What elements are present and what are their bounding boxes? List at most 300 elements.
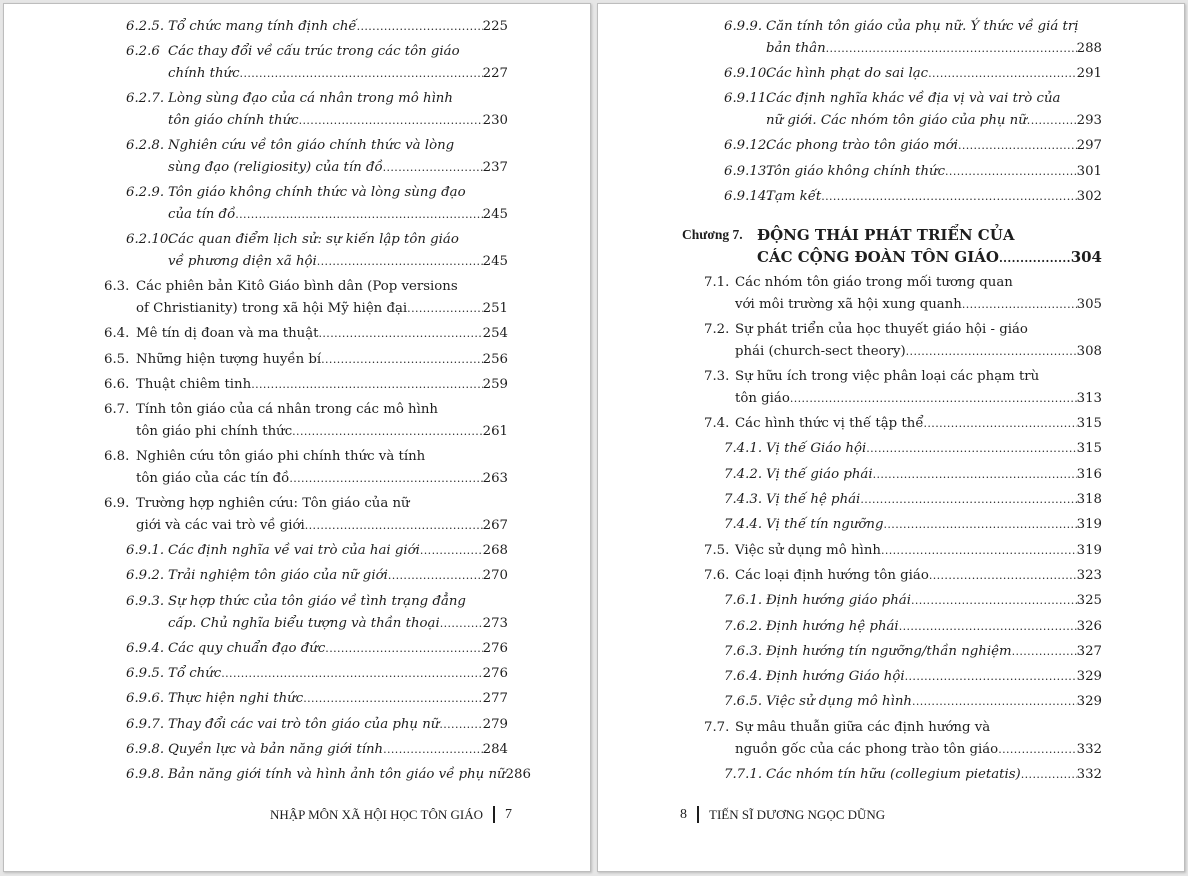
title-last-line (136, 374, 508, 396)
section-title (168, 688, 508, 713)
page-number: 301 (1076, 163, 1102, 179)
section-title (168, 540, 508, 565)
title-line: bản thân (766, 41, 826, 56)
title-line: Định hướng hệ phái (766, 618, 899, 634)
section-title (766, 590, 1102, 615)
title-last-line (168, 688, 508, 710)
dot-leader (962, 294, 1077, 316)
page-number: 313 (1076, 391, 1102, 407)
page-number: 286 (505, 767, 531, 783)
title-line: tôn giáo của các tín đồ (136, 471, 290, 487)
title-last-line (168, 251, 508, 273)
page-number: 318 (1076, 492, 1102, 508)
section-number: 7.6.5. (724, 694, 763, 710)
title-last-line (136, 323, 508, 345)
chapter-page-number: 304 (1070, 248, 1102, 267)
section-title (168, 88, 508, 135)
title-last-line (136, 515, 508, 537)
section-title (735, 413, 1102, 438)
toc-entry (682, 438, 1102, 463)
toc-entry (682, 641, 1102, 666)
toc-entry (682, 63, 1102, 88)
title-last-line (766, 514, 1102, 536)
title-last-line (735, 565, 1102, 587)
toc-entry (682, 666, 1102, 691)
dot-leader (826, 38, 1077, 60)
dot-leader (945, 161, 1077, 183)
dot-leader (407, 298, 482, 320)
toc-entry (682, 135, 1102, 160)
dot-leader (998, 739, 1076, 761)
toc-entry (104, 229, 508, 276)
dot-leader (881, 540, 1077, 562)
toc-entry (104, 493, 508, 540)
toc-entry (104, 276, 508, 323)
left-page-number: 7 (505, 806, 512, 822)
right-page-footer (680, 806, 885, 823)
toc-entry (682, 764, 1102, 789)
page-number: 267 (482, 518, 508, 534)
dot-leader (439, 714, 482, 736)
toc-entry (104, 135, 508, 182)
dot-leader (317, 251, 483, 273)
section-number: 6.9.2. (126, 568, 165, 584)
section-title (766, 464, 1102, 489)
section-title (766, 514, 1102, 539)
section-number: 6.2.6 (126, 44, 160, 60)
title-line: Việc sử dụng mô hình (766, 694, 912, 710)
title-last-line (766, 616, 1102, 638)
title-line: Vị thế giáo phái (766, 466, 873, 482)
title-last-line (735, 388, 1102, 410)
page-number: 276 (482, 666, 508, 682)
dot-leader (240, 63, 483, 85)
dot-leader (912, 691, 1077, 713)
title-last-line (136, 349, 508, 371)
dot-leader (383, 157, 483, 179)
title-last-line (168, 638, 508, 660)
title-line: Sự hữu ích trong việc phân loại các phạm trù (735, 369, 1040, 385)
dot-leader (319, 323, 483, 345)
title-line: phái (church-sect theory) (735, 344, 906, 360)
dot-leader (420, 540, 483, 562)
toc-entry (104, 739, 508, 764)
section-title (168, 135, 508, 182)
section-number: 7.6.3. (724, 643, 763, 659)
section-number: 6.8. (104, 449, 130, 465)
title-line: Các phong trào tôn giáo mới (766, 138, 958, 154)
title-line: Bản năng giới tính và hình ảnh tôn giáo về phụ nữ (168, 767, 506, 783)
toc-entry (104, 374, 508, 399)
dot-leader (906, 341, 1077, 363)
title-line: Các quy chuẩn đạo đức (168, 640, 326, 656)
title-line: Các nhóm tôn giáo trong mối tương quan (735, 275, 1013, 291)
section-number: 7.4.3. (724, 492, 763, 508)
title-line: Việc sử dụng mô hình (735, 542, 881, 558)
page-number: 276 (482, 640, 508, 656)
title-last-line (136, 421, 508, 443)
title-line: Mê tín dị đoan và ma thuật (136, 326, 319, 342)
title-line: Tôn giáo không chính thức và lòng sùng đạo (168, 185, 466, 201)
title-line: Quyền lực và bản năng giới tính (168, 741, 384, 757)
toc-entry (682, 540, 1102, 565)
section-number: 6.2.8. (126, 138, 165, 154)
section-title (168, 638, 508, 663)
dot-leader (924, 413, 1077, 435)
page-number: 315 (1076, 416, 1102, 432)
title-line: Trường hợp nghiên cứu: Tôn giáo của nữ (136, 496, 410, 512)
title-last-line (136, 468, 508, 490)
section-title (735, 540, 1102, 565)
title-last-line (168, 63, 508, 85)
title-line: Các loại định hướng tôn giáo (735, 567, 929, 583)
toc-entry (104, 399, 508, 446)
title-line: tôn giáo chính thức (168, 113, 299, 129)
section-number: 7.4.4. (724, 517, 763, 533)
page-number: 261 (482, 424, 508, 440)
title-line: Sự hợp thức của tôn giáo về tình trạng đẳng (168, 593, 466, 609)
section-title (168, 739, 508, 764)
dot-leader (383, 739, 483, 761)
title-last-line (766, 186, 1102, 208)
dot-leader (1027, 110, 1077, 132)
section-number: 6.2.9. (126, 185, 165, 201)
title-line: cấp. Chủ nghĩa biểu tượng và thần thoại (168, 615, 440, 631)
title-last-line (735, 413, 1102, 435)
author-name: TIẾN SĨ DƯƠNG NGỌC DŨNG (709, 806, 886, 822)
chapter-title-line: CÁC CỘNG ĐOÀN TÔN GIÁO (757, 248, 999, 267)
dot-leader (357, 16, 483, 38)
page-number: 332 (1076, 766, 1102, 782)
section-number: 6.7. (104, 402, 130, 418)
dot-leader (321, 349, 482, 371)
section-number: 6.9.8. (126, 741, 165, 757)
dot-leader (388, 565, 483, 587)
section-number: 7.6.2. (724, 618, 763, 634)
title-last-line (766, 464, 1102, 486)
dot-leader (928, 63, 1076, 85)
title-last-line (766, 161, 1102, 183)
page-number: 225 (482, 19, 508, 34)
title-last-line (766, 38, 1102, 60)
title-line: Vị thế Giáo hội (766, 441, 867, 457)
toc-entry (682, 616, 1102, 641)
dot-leader (289, 468, 482, 490)
title-line: Định hướng giáo phái (766, 593, 911, 609)
section-title (136, 399, 508, 446)
section-title (735, 272, 1102, 319)
toc-entry (104, 540, 508, 565)
title-line: Tính tôn giáo của cá nhân trong các mô hình (136, 402, 438, 418)
section-title (136, 493, 508, 540)
toc-entry (682, 413, 1102, 438)
title-last-line (766, 641, 1102, 663)
toc-entry (682, 272, 1102, 319)
section-number: 6.3. (104, 279, 130, 295)
title-line: Căn tính tôn giáo của phụ nữ. Ý thức về giá trị (766, 19, 1079, 34)
title-last-line (735, 540, 1102, 562)
section-number: 6.9.9. (724, 19, 763, 34)
section-title (168, 764, 531, 789)
section-number: 6.2.7. (126, 91, 165, 107)
title-last-line (136, 298, 508, 320)
section-title (168, 591, 508, 638)
title-line: Những hiện tượng huyền bí (136, 351, 322, 367)
title-last-line (766, 691, 1102, 713)
section-number: 7.6.4. (724, 669, 763, 685)
toc-entry (682, 489, 1102, 514)
title-line: nguồn gốc của các phong trào tôn giáo (735, 741, 999, 757)
section-number: 6.9.10. (724, 66, 771, 81)
title-last-line (168, 540, 508, 562)
title-line: Sự phát triển của học thuyết giáo hội - giáo (735, 322, 1028, 338)
dot-leader (292, 421, 482, 443)
page-number: 245 (482, 254, 508, 270)
section-number: 7.7. (704, 719, 730, 735)
title-last-line (766, 590, 1102, 612)
section-number: 7.6. (704, 567, 730, 583)
toc-entry (104, 714, 508, 739)
dot-leader (305, 515, 483, 537)
section-title (136, 446, 508, 493)
title-last-line (766, 110, 1102, 132)
right-page-number: 8 (680, 806, 687, 822)
page-number: 319 (1076, 542, 1102, 558)
toc-entry (682, 691, 1102, 716)
section-number: 7.4.1. (724, 441, 763, 457)
title-line: của tín đồ (168, 207, 236, 223)
dot-leader (325, 638, 482, 660)
title-last-line (735, 341, 1102, 363)
dot-leader (866, 438, 1076, 460)
title-line: Thực hiện nghi thức (168, 691, 304, 707)
toc-entry (682, 514, 1102, 539)
dot-leader (899, 616, 1077, 638)
section-title (735, 717, 1102, 764)
toc-entry (104, 182, 508, 229)
title-last-line (735, 294, 1102, 316)
title-line: Định hướng Giáo hội (766, 669, 905, 685)
toc-entry (682, 565, 1102, 590)
page-number: 329 (1076, 669, 1102, 685)
section-number: 6.5. (104, 351, 130, 367)
page-number: 268 (482, 543, 508, 559)
toc-right-bottom (682, 272, 1102, 789)
right-page (597, 3, 1185, 872)
dot-leader (860, 489, 1076, 511)
page-number: 270 (482, 568, 508, 584)
section-title (168, 229, 508, 276)
title-line: Nghiên cứu tôn giáo phi chính thức và tính (136, 449, 426, 465)
footer-separator (493, 806, 495, 823)
title-last-line (766, 666, 1102, 688)
section-number: 7.1. (704, 275, 730, 291)
title-last-line (168, 157, 508, 179)
section-title (766, 764, 1102, 789)
title-line: Thay đổi các vai trò tôn giáo của phụ nữ (168, 716, 440, 732)
page-number: 263 (482, 471, 508, 487)
page-number: 279 (482, 716, 508, 732)
section-title (735, 366, 1102, 413)
toc-entry (104, 591, 508, 638)
title-line: Các quan điểm lịch sử: sự kiến lập tôn giáo (168, 232, 459, 248)
page-number: 230 (482, 113, 508, 129)
section-title (766, 135, 1102, 160)
toc-entry (682, 16, 1102, 63)
toc-entry (104, 323, 508, 348)
title-line: với môi trường xã hội xung quanh (735, 297, 962, 313)
section-number: 6.9.6. (126, 691, 165, 707)
footer-separator (697, 806, 699, 823)
section-title (766, 88, 1102, 135)
toc-entry (104, 41, 508, 88)
dot-leader (873, 464, 1077, 486)
section-number: 6.9.12. (724, 138, 771, 154)
title-line: Các thay đổi về cấu trúc trong các tôn giáo (168, 44, 460, 60)
left-page (3, 3, 591, 872)
section-title (136, 276, 508, 323)
title-last-line (168, 204, 508, 226)
toc-right (682, 16, 1102, 789)
section-number: 6.4. (104, 326, 130, 342)
title-line: Tổ chức (168, 666, 222, 682)
section-number: 6.2.10. (126, 232, 173, 248)
dot-leader (1021, 764, 1077, 786)
section-number: 6.9.8. (126, 767, 165, 783)
section-title (136, 349, 508, 374)
toc-entry (104, 663, 508, 688)
title-last-line (168, 714, 508, 736)
chapter-heading (682, 224, 1102, 272)
toc-left (104, 16, 531, 790)
title-line: Các định nghĩa khác về địa vị và vai trò của (766, 91, 1061, 107)
title-line: giới và các vai trò về giới (136, 518, 305, 534)
section-number: 7.2. (704, 322, 730, 338)
title-last-line (168, 565, 508, 587)
toc-entry (682, 590, 1102, 615)
title-line: Vị thế hệ phái (766, 492, 861, 508)
page-number: 302 (1076, 188, 1102, 204)
toc-entry (104, 565, 508, 590)
section-title (766, 616, 1102, 641)
toc-entry (104, 688, 508, 713)
toc-entry (682, 186, 1102, 211)
page-number: 327 (1076, 643, 1102, 659)
page-number: 291 (1076, 66, 1102, 81)
dot-leader (905, 666, 1077, 688)
title-line: Nghiên cứu về tôn giáo chính thức và lòng (168, 138, 455, 154)
page-number: 259 (482, 376, 508, 392)
title-line: Tôn giáo không chính thức (766, 163, 946, 179)
section-number: 7.4. (704, 416, 730, 432)
title-last-line (168, 739, 508, 761)
title-last-line (766, 63, 1102, 85)
title-line: Các hình phạt do sai lạc (766, 66, 929, 81)
section-title (168, 565, 508, 590)
page-number: 323 (1076, 567, 1102, 583)
toc-entry (104, 16, 508, 41)
section-title (766, 691, 1102, 716)
page-number: 329 (1076, 694, 1102, 710)
title-line: of Christianity) trong xã hội Mỹ hiện đại (136, 301, 408, 317)
title-line: nữ giới. Các nhóm tôn giáo của phụ nữ (766, 113, 1027, 129)
page-number: 308 (1076, 344, 1102, 360)
page-number: 332 (1076, 741, 1102, 757)
title-last-line (168, 110, 508, 132)
page-number: 237 (482, 160, 508, 176)
section-title (168, 41, 508, 88)
section-number: 6.9.3. (126, 593, 165, 609)
section-title (766, 16, 1102, 63)
dot-leader (235, 204, 482, 226)
section-number: 6.2.5. (126, 19, 165, 34)
dot-leader (790, 388, 1077, 410)
section-number: 6.9.13. (724, 163, 771, 179)
chapter-label: Chương 7. (682, 227, 743, 243)
section-title (136, 323, 508, 348)
page-number: 326 (1076, 618, 1102, 634)
title-last-line (168, 663, 508, 685)
page-number: 325 (1076, 593, 1102, 609)
section-number: 6.9.11. (724, 91, 771, 107)
page-number: 284 (482, 741, 508, 757)
section-number: 6.9. (104, 496, 130, 512)
section-number: 7.5. (704, 542, 730, 558)
dot-leader (221, 663, 482, 685)
title-line: sùng đạo (religiosity) của tín đồ (168, 160, 383, 176)
section-title (766, 641, 1102, 666)
title-line: về phương diện xã hội (168, 254, 317, 270)
section-title (766, 63, 1102, 88)
page-number: 254 (482, 326, 508, 342)
title-line: Tổ chức mang tính định chế (168, 19, 357, 34)
dot-leader (440, 613, 483, 635)
title-last-line (766, 438, 1102, 460)
title-line: Định hướng tín ngưỡng/thần nghiệm (766, 643, 1012, 659)
section-title (735, 565, 1102, 590)
dot-leader (911, 590, 1077, 612)
toc-entry (682, 88, 1102, 135)
section-title (136, 374, 508, 399)
title-line: chính thức (168, 66, 240, 82)
dot-leader (299, 110, 483, 132)
title-last-line (766, 764, 1102, 786)
title-line: Các hình thức vị thế tập thể (735, 416, 924, 432)
section-title (766, 489, 1102, 514)
section-title (168, 182, 508, 229)
section-number: 6.9.4. (126, 640, 165, 656)
section-title (766, 438, 1102, 463)
dot-leader (929, 565, 1077, 587)
page-number: 293 (1076, 113, 1102, 129)
page-number: 273 (482, 615, 508, 631)
book-title: NHẬP MÔN XÃ HỘI HỌC TÔN GIÁO (269, 806, 483, 822)
dot-leader (884, 514, 1077, 536)
section-number: 7.4.2. (724, 466, 763, 482)
page-number: 319 (1076, 517, 1102, 533)
section-number: 7.6.1. (724, 593, 763, 609)
page-number: 256 (482, 351, 508, 367)
page-number: 315 (1076, 441, 1102, 457)
section-title (168, 714, 508, 739)
toc-entry (104, 446, 508, 493)
title-last-line (766, 135, 1102, 157)
page-number: 288 (1076, 41, 1102, 56)
title-line: Thuật chiêm tinh (136, 376, 252, 392)
title-last-line (168, 16, 508, 38)
dot-leader (251, 374, 482, 396)
title-line: tôn giáo phi chính thức (136, 424, 293, 440)
